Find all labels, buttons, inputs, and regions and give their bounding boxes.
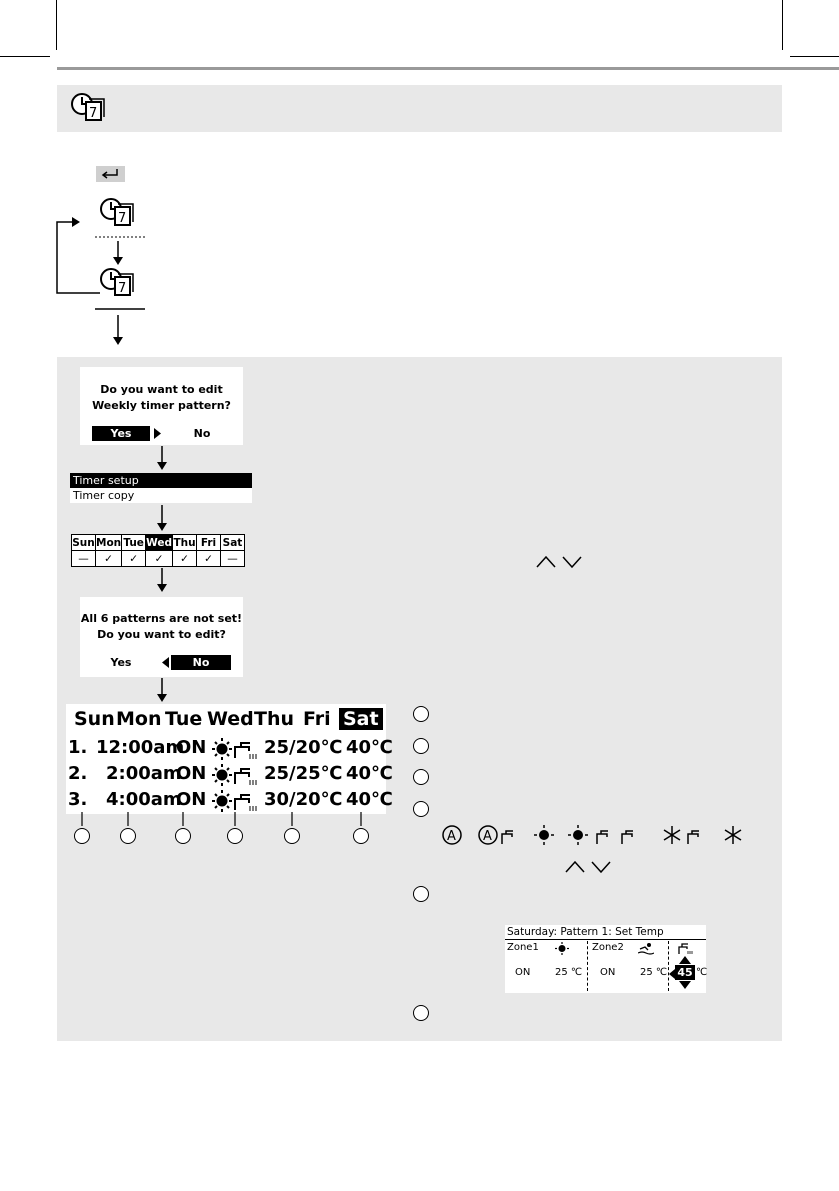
up-arrow-icon[interactable] [679, 956, 691, 964]
crop-mark [790, 56, 839, 57]
day-mark: — [221, 551, 245, 567]
timer-flow-diagram [50, 195, 160, 355]
enter-key[interactable] [96, 166, 125, 182]
day-mon[interactable]: Mon [96, 536, 122, 549]
sched-day-fri[interactable]: Fri [303, 708, 331, 730]
weekly-timer-icon [101, 269, 133, 296]
zone2-state: ON [600, 967, 616, 978]
step-circle [413, 769, 429, 785]
zone-divider [587, 941, 589, 991]
cool-icon [725, 826, 741, 844]
flow-arrow [155, 446, 169, 472]
row-number: 2. [68, 763, 88, 784]
up-down-arrows [564, 858, 612, 874]
tank-icon [677, 941, 693, 955]
row-time: 4:00am [106, 789, 182, 810]
row-tank-temp: 40℃ [346, 763, 393, 784]
svg-text:7: 7 [118, 211, 127, 226]
down-arrow-icon [563, 557, 581, 567]
caret-right-icon [154, 428, 161, 439]
mode-icon-sequence [440, 823, 750, 847]
auto-icon [443, 826, 461, 844]
crop-mark [782, 0, 783, 50]
up-arrow-icon [537, 557, 555, 567]
yes-button[interactable]: Yes [92, 426, 150, 441]
day-sat[interactable]: Sat [221, 535, 245, 551]
day-tue[interactable]: Tue [123, 536, 144, 549]
tank-temp-unit: ℃ [696, 967, 708, 978]
flow-arrow [155, 505, 169, 533]
callout-lines [60, 812, 390, 832]
sun-tap-icon [212, 790, 258, 812]
day-fri[interactable]: Fri [197, 535, 221, 551]
down-arrow-icon [592, 862, 610, 872]
callout-circle [74, 828, 90, 844]
row-number: 1. [68, 737, 88, 758]
callout-circle [120, 828, 136, 844]
row-tank-temp: 40℃ [346, 737, 393, 758]
no-button[interactable]: No [171, 655, 231, 670]
zone1-temp: 25 ℃ [555, 967, 583, 978]
sched-day-mon[interactable]: Mon [116, 708, 162, 730]
row-time: 12:00am [96, 737, 185, 758]
confirm-edit-dialog [80, 367, 243, 445]
callout-circle [227, 828, 243, 844]
up-arrow-icon [566, 862, 584, 872]
screen-title: Saturday: Pattern 1: Set Temp [507, 926, 664, 938]
row-state: ON [176, 763, 207, 784]
step-circle [413, 1005, 429, 1021]
zone1-label: Zone1 [507, 942, 539, 953]
svg-text:A: A [447, 829, 456, 844]
svg-text:7: 7 [89, 106, 98, 121]
day-mark: ✓ [96, 551, 122, 567]
sched-day-tue[interactable]: Tue [165, 708, 203, 730]
up-down-arrows [535, 553, 583, 569]
heat-icon [534, 825, 554, 845]
day-thu[interactable]: Thu [173, 536, 196, 549]
zone2-label: Zone2 [592, 942, 624, 953]
dialog-line: Do you want to edit? [97, 628, 226, 641]
sun-tap-icon [212, 764, 258, 786]
crop-mark [56, 0, 57, 50]
sched-day-sun[interactable]: Sun [74, 708, 115, 730]
zone-divider [668, 941, 670, 991]
no-button[interactable]: No [193, 427, 211, 440]
dialog-line: All 6 patterns are not set! [80, 612, 243, 625]
day-mark: ✓ [122, 551, 146, 567]
section-header [57, 85, 782, 132]
caret-left-icon [162, 657, 169, 668]
schedule-screen [66, 704, 393, 814]
row-tank-temp: 40℃ [346, 789, 393, 810]
step-circle [413, 738, 429, 754]
yes-button[interactable]: Yes [110, 656, 132, 669]
sun-tap-icon [212, 738, 258, 760]
weekly-timer-icon [68, 91, 108, 127]
zone2-temp: 25 ℃ [640, 967, 668, 978]
day-mark: ✓ [197, 551, 221, 567]
day-mark: ✓ [173, 551, 197, 567]
sun-icon [555, 942, 569, 955]
crop-mark [0, 56, 50, 57]
zone1-state: ON [515, 967, 531, 978]
heat-tank-icon [568, 825, 608, 845]
svg-text:A: A [483, 829, 492, 844]
flow-arrow [155, 568, 169, 594]
pool-icon [638, 942, 654, 955]
day-wed[interactable]: Wed [146, 536, 172, 549]
callout-circle [175, 828, 191, 844]
day-select-table [71, 534, 245, 567]
title-divider [505, 939, 706, 940]
weekly-timer-icon [101, 199, 133, 226]
step-circle [413, 706, 429, 722]
menu-item-timer-setup[interactable]: Timer setup [70, 473, 252, 488]
sched-day-thu[interactable]: Thu [254, 708, 295, 730]
flow-arrow [155, 678, 169, 704]
step-circle [413, 886, 429, 902]
row-temp: 25/25℃ [264, 763, 343, 784]
menu-item-timer-copy[interactable]: Timer copy [73, 489, 135, 502]
dialog-line: Weekly timer pattern? [92, 399, 231, 412]
step-circle [413, 801, 429, 817]
callout-circle [284, 828, 300, 844]
day-mark: ✓ [146, 551, 173, 567]
sched-day-wed[interactable]: Wed [207, 708, 254, 730]
down-arrow-icon[interactable] [679, 981, 691, 989]
row-state: ON [176, 737, 207, 758]
sched-day-sat[interactable]: Sat [339, 708, 383, 730]
patterns-dialog [80, 597, 243, 677]
auto-tank-icon [479, 826, 513, 844]
enter-key-icon [101, 168, 121, 180]
tank-temp-value[interactable]: 45 [675, 965, 695, 980]
tank-icon [622, 831, 633, 844]
timer-menu [70, 473, 252, 503]
day-sun[interactable]: Sun [72, 536, 95, 549]
day-mark: — [72, 551, 96, 567]
dialog-line: Do you want to edit [100, 383, 223, 396]
row-temp: 25/20℃ [264, 737, 343, 758]
row-temp: 30/20℃ [264, 789, 343, 810]
row-time: 2:00am [106, 763, 182, 784]
cool-tank-icon [664, 826, 699, 844]
row-number: 3. [68, 789, 88, 810]
row-state: ON [176, 789, 207, 810]
top-rule [57, 67, 839, 70]
callout-circle [353, 828, 369, 844]
svg-text:7: 7 [118, 281, 127, 296]
set-temp-screen [505, 925, 706, 993]
